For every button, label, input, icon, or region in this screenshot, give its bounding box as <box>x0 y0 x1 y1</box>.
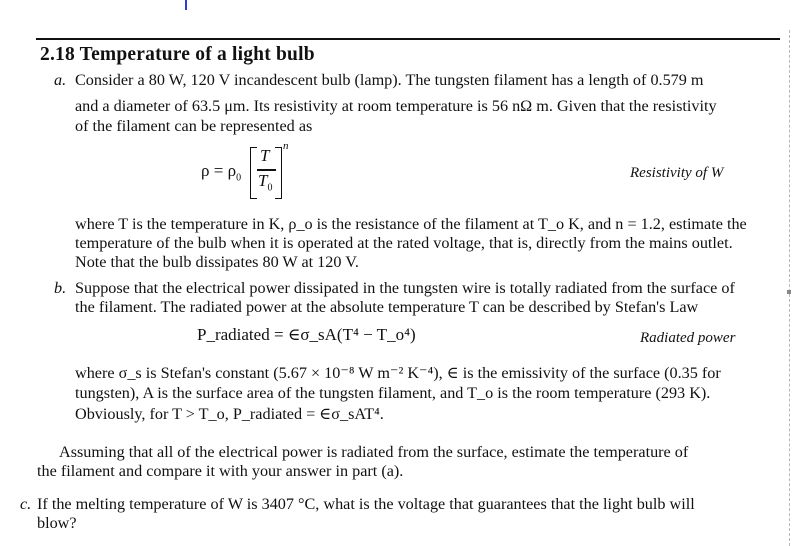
formula-lhs: $\rho = \rho_0$ <box>201 161 242 184</box>
section-rule <box>36 38 780 40</box>
formula-denominator: $T_0$ <box>258 171 273 194</box>
page-margin-guide <box>789 30 790 546</box>
part-b-line-2: the filament. The radiated power at the absolute temperature T can be described by Stefan's Law <box>75 298 699 316</box>
part-b-line-1: Suppose that the electrical power dissipated in the tungsten wire is totally radiated from the surface of <box>75 279 735 297</box>
part-a-line-2: and a diameter of 63.5 μm. Its resistivity at room temperature is 56 nΩ m. Given that the resistivity <box>75 97 717 115</box>
part-a-after-1: where T is the temperature in K, ρ_o is the resistance of the filament at T_o K, and n = 1.2, estimate the <box>75 215 747 233</box>
resistivity-label: Resistivity of W <box>630 165 724 181</box>
part-b-assume-1: Assuming that all of the electrical power is radiated from the surface, estimate the temperature of <box>59 443 689 461</box>
part-b-after-2: tungsten), A is the surface area of the tungsten filament, and T_o is the room temperature (293 K). <box>75 384 711 402</box>
part-a-line-1: Consider a 80 W, 120 V incandescent bulb (lamp). The tungsten filament has a length of 0.579 m <box>75 71 704 89</box>
part-b-assume-2: the filament and compare it with your answer in part (a). <box>37 462 404 480</box>
cursor-mark <box>185 0 187 10</box>
left-bracket <box>250 147 257 199</box>
margin-marker <box>787 290 791 294</box>
formula-exponent: n <box>283 140 289 152</box>
right-bracket <box>275 147 282 199</box>
part-a-marker: a. <box>54 71 67 89</box>
part-b-after-1: where σ_s is Stefan's constant (5.67 × 10⁻⁸ W m⁻² K⁻⁴), ∈ is the emissivity of the surface (0.35 for <box>75 364 721 382</box>
part-a-line-3: of the filament can be represented as <box>75 117 313 135</box>
stefan-formula: P_radiated = ∈σ_sA(T⁴ − T_o⁴) <box>197 325 416 344</box>
part-c-line-1: If the melting temperature of W is 3407 °C, what is the voltage that guarantees that the light bulb will <box>37 495 695 513</box>
part-b-after-3: Obviously, for T > T_o, P_radiated = ∈σ_sAT⁴. <box>75 405 384 423</box>
part-b-marker: b. <box>54 279 67 297</box>
part-c-line-2: blow? <box>37 514 77 532</box>
part-a-after-2: temperature of the bulb when it is operated at the rated voltage, that is, directly from the mains outlet. <box>75 234 733 252</box>
section-title: 2.18 Temperature of a light bulb <box>40 44 315 65</box>
formula-numerator: T <box>260 146 270 165</box>
radiated-power-label: Radiated power <box>640 330 736 346</box>
resistivity-formula <box>201 140 311 202</box>
part-c-marker: c. <box>20 495 32 513</box>
part-a-after-3: Note that the bulb dissipates 80 W at 120 V. <box>75 253 359 271</box>
